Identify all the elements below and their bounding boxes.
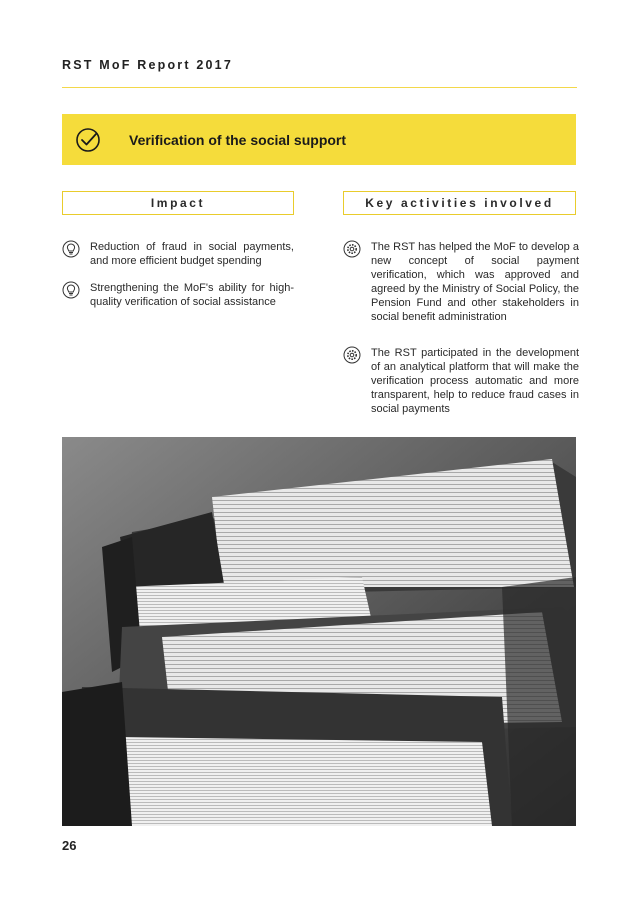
activities-heading: Key activities involved bbox=[343, 191, 576, 215]
gear-icon bbox=[343, 240, 361, 258]
section-banner bbox=[62, 114, 576, 165]
impact-heading: Impact bbox=[62, 191, 294, 215]
page-number: 26 bbox=[62, 838, 77, 853]
gear-icon bbox=[343, 346, 361, 364]
list-item bbox=[62, 281, 294, 309]
impact-list bbox=[62, 240, 294, 322]
checkmark-icon bbox=[73, 125, 103, 155]
list-item bbox=[343, 240, 579, 324]
lightbulb-icon bbox=[62, 240, 80, 258]
activity-item-text: The RST has helped the MoF to develop a new concept of social payment verification, which was approved and agreed by the Ministry of Social Policy, the Pension Fund and other stakeholders in social benefit administration bbox=[371, 241, 579, 323]
lightbulb-icon bbox=[62, 281, 80, 299]
list-item bbox=[62, 240, 294, 268]
list-item bbox=[343, 346, 579, 416]
activity-item-text: The RST participated in the development of an analytical platform that will make the verification process automatic and more transparent, help to reduce fraud cases in social payments bbox=[371, 347, 579, 415]
report-header: RST MoF Report 2017 bbox=[62, 58, 233, 72]
binders-full-of-documents-photo bbox=[62, 437, 576, 826]
impact-item-text: Reduction of fraud in social payments, and more efficient budget spending bbox=[90, 241, 294, 267]
section-title: Verification of the social support bbox=[129, 131, 347, 148]
activities-list bbox=[343, 240, 579, 438]
header-divider bbox=[62, 87, 577, 88]
impact-item-text: Strengthening the MoF's ability for high-quality verification of social assistance bbox=[90, 282, 294, 308]
